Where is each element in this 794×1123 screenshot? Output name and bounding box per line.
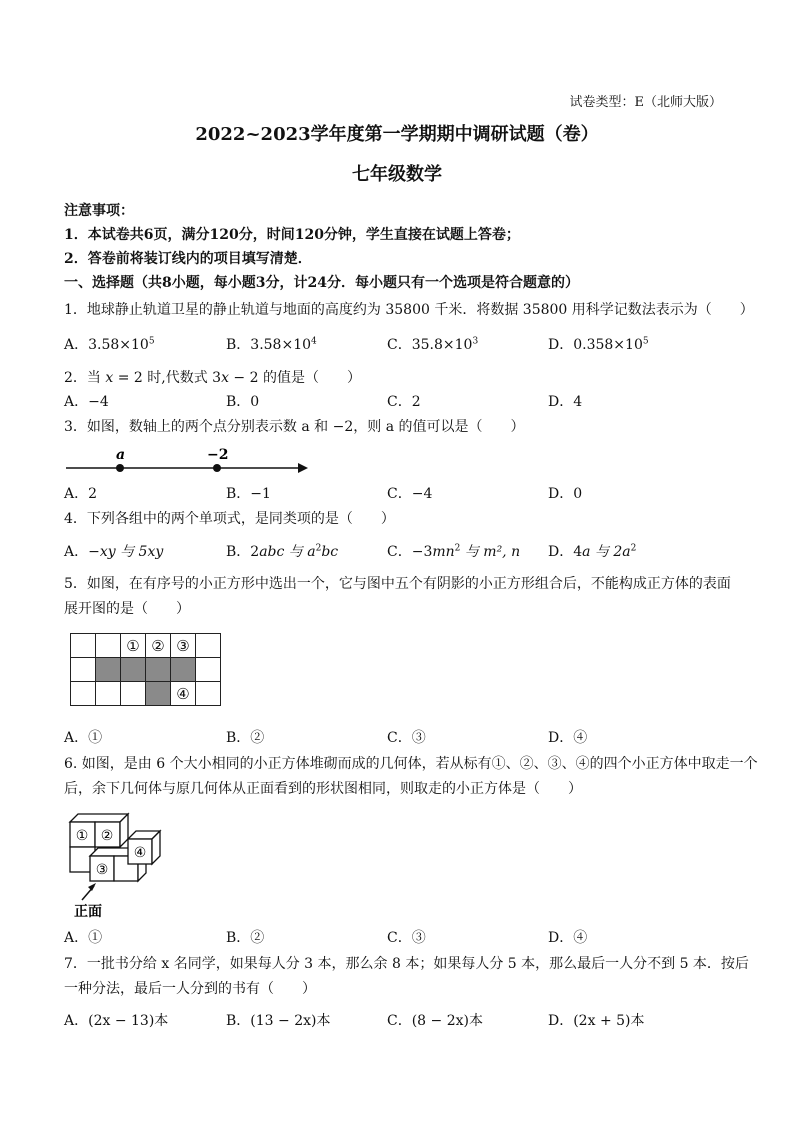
q2-option-c: C．2	[387, 394, 421, 410]
q1-option-c: C．$35.8\times 10^3$	[387, 336, 479, 353]
grid-cell-shaded	[146, 682, 171, 706]
q5-option-a: A．①	[64, 730, 103, 746]
note-item-2: 2．答卷前将装订线内的项目填写清楚．	[64, 251, 312, 267]
grid-cell-3: ③	[171, 634, 196, 658]
paper-type-label: 试卷类型：E（北师大版）	[569, 95, 722, 110]
q7-option-c: C．(8 − 2x)本	[387, 1013, 483, 1029]
q6-option-d: D．④	[548, 930, 588, 946]
q6-option-c: C．③	[387, 930, 426, 946]
q7-option-d: D．(2x + 5)本	[548, 1013, 645, 1029]
grid-cell-shaded	[96, 658, 121, 682]
cube-label-2: ②	[100, 828, 114, 844]
number-line-arrow	[298, 463, 308, 473]
q5-option-c: C．③	[387, 730, 426, 746]
q4-option-c: C．$-3mn^2$ 与 m², n	[387, 543, 521, 560]
q1-option-a: A．$3.58\times 10^5$	[64, 336, 155, 353]
q5-option-b: B．②	[226, 730, 265, 746]
exam-subtitle: 七年级数学	[352, 164, 442, 185]
q3-option-a: A．2	[64, 486, 98, 502]
q6-option-b: B．②	[226, 930, 265, 946]
grid-cell-shaded	[171, 658, 196, 682]
q5-stem-line-1: 5．如图，在有序号的小正方形中选出一个，它与图中五个有阴影的小正方形组合后，不能构成正方体的表面	[64, 576, 731, 592]
cube-label-3: ③	[95, 862, 109, 878]
grid-cell	[71, 682, 96, 706]
cube-stack-figure	[64, 808, 174, 920]
number-line-figure	[64, 448, 314, 478]
grid-cell-4: ④	[171, 682, 196, 706]
q4-option-a: A．−xy 与 5xy	[64, 544, 164, 560]
q2-option-d: D．4	[548, 394, 583, 410]
q3-option-c: C．−4	[387, 486, 433, 502]
notes-heading: 注意事项：	[64, 203, 134, 219]
q7-stem-line-1: 7．一批书分给 x 名同学，如果每人分 3 本，那么余 8 本；如果每人分 5 本，那么最后一人分不到 5 本．按后	[64, 956, 749, 972]
cube-label-4: ④	[133, 845, 147, 861]
q7-option-a: A．(2x − 13)本	[64, 1013, 169, 1029]
q5-stem-line-2: 展开图的是（ ）	[64, 601, 190, 617]
point-a-dot	[116, 464, 124, 472]
grid-cell-shaded	[121, 658, 146, 682]
q6-stem-line-1: 6. 如图，是由 6 个大小相同的小正方体堆砌而成的几何体，若从标有①、②、③、④的四个小正方体中取走一个	[64, 756, 758, 772]
q1-option-b: B．$3.58\times 10^4$	[226, 336, 317, 353]
grid-cell-2: ②	[146, 634, 171, 658]
point-neg2-label: −2	[207, 448, 229, 463]
grid-cell	[196, 634, 221, 658]
q2-option-a: A．−4	[64, 394, 109, 410]
q5-option-d: D．④	[548, 730, 588, 746]
grid-cell	[196, 658, 221, 682]
note-item-1: 1．本试卷共6页，满分120分，时间120分钟，学生直接在试题上答卷；	[64, 227, 520, 243]
front-label: 正面	[74, 904, 102, 920]
q3-stem: 3．如图，数轴上的两个点分别表示数 a 和 −2，则 a 的值可以是（ ）	[64, 419, 525, 435]
q3-option-d: D．0	[548, 486, 583, 502]
cube-top-face	[70, 814, 128, 822]
section-1-heading: 一、选择题（共8小题，每小题3分，计24分．每小题只有一个选项是符合题意的）	[64, 275, 579, 291]
q6-stem-line-2: 后，余下几何体与原几何体从正面看到的形状图相同，则取走的小正方体是（ ）	[64, 781, 582, 797]
q4-stem: 4．下列各组中的两个单项式，是同类项的是（ ）	[64, 511, 395, 527]
q2-stem: 2．当 x = 2 时,代数式 3x − 2 的值是（ ）	[64, 370, 361, 386]
front-arrow-head	[88, 883, 96, 891]
q3-option-b: B．−1	[226, 486, 271, 502]
q6-option-a: A．①	[64, 930, 103, 946]
point-a-label: a	[116, 448, 126, 463]
q1-stem: 1．地球静止轨道卫星的静止轨道与地面的高度约为 35800 千米．将数据 35800 用科学记数法表示为（ ）	[64, 302, 754, 318]
grid-cell	[96, 682, 121, 706]
q7-stem-line-2: 一种分法，最后一人分到的书有（ ）	[64, 981, 316, 997]
grid-cell	[71, 634, 96, 658]
grid-cell-1: ①	[121, 634, 146, 658]
q4-option-b: B．2abc 与 $a^2bc$	[226, 543, 339, 560]
q4-option-d: D．4a 与 $2a^2$	[548, 543, 637, 560]
grid-cell	[71, 658, 96, 682]
grid-cell-shaded	[146, 658, 171, 682]
exam-title: 2022~2023学年度第一学期期中调研试题（卷）	[195, 124, 599, 145]
q1-option-d: D．$0.358\times 10^5$	[548, 336, 649, 353]
q7-option-b: B．(13 − 2x)本	[226, 1013, 331, 1029]
grid-cell	[121, 682, 146, 706]
cube-label-1: ①	[75, 828, 89, 844]
grid-cell	[96, 634, 121, 658]
unfolding-grid-figure	[70, 633, 221, 706]
point-neg2-dot	[213, 464, 221, 472]
grid-cell	[196, 682, 221, 706]
q2-option-b: B．0	[226, 394, 260, 410]
